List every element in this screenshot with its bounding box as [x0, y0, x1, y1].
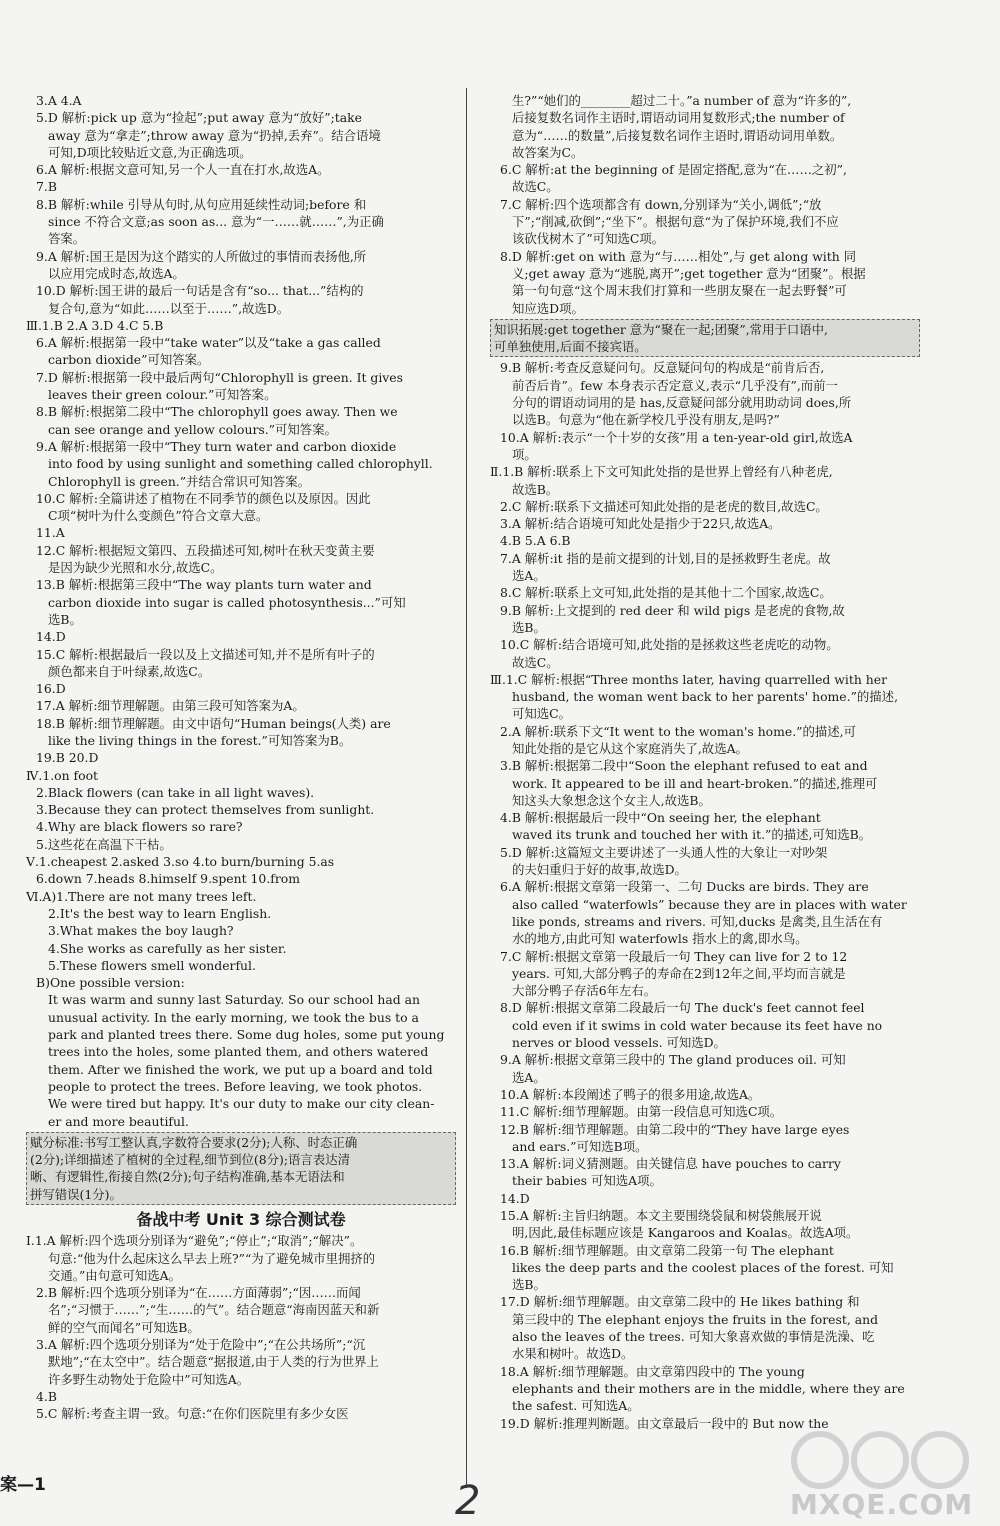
- answer-line: into food by using sunlight and something called chlorophyll.: [48, 456, 433, 472]
- column-divider: [466, 88, 467, 1488]
- answer-line: 9.B 解析:上文提到的 red deer 和 wild pigs 是老虎的食物,故: [500, 602, 845, 618]
- answer-line: elephants and their mothers are in the middle, where they are: [512, 1380, 905, 1396]
- answer-line: 11.A: [36, 525, 65, 541]
- answer-line: can see orange and yellow colours.”可知答案。: [48, 421, 337, 437]
- handwritten-page-number: 2: [455, 1478, 481, 1524]
- answer-line: Ⅲ.1.C 解析:根据“Three months later, having quarrelled with her: [490, 671, 888, 687]
- answer-line: 故选C。: [512, 179, 559, 195]
- answer-line: 可知,D项比较贴近文意,为正确选项。: [48, 144, 252, 160]
- answer-line: carbon dioxide into sugar is called photosynthesis...”可知: [48, 594, 406, 610]
- answer-line: er and more beautiful.: [48, 1113, 189, 1129]
- answer-line: 10.C 解析:结合语境可知,此处指的是拯救这些老虎吃的动物。: [500, 637, 839, 653]
- answer-line: 6.A 解析:根据文章第一段第一、二句 Ducks are birds. They are: [500, 879, 869, 895]
- answer-line: 11.C 解析:细节理解题。由第一段信息可知选C项。: [500, 1104, 783, 1120]
- answer-line: 句意:“他为什么起床这么早去上班?”“为了避免城市里拥挤的: [48, 1250, 376, 1266]
- answer-line: 10.D 解析:国王讲的最后一句话是含有“so... that...”结构的: [36, 283, 364, 299]
- answer-line: Ⅱ.1.B 解析:联系上下文可知此处指的是世界上曾经有八种老虎,: [490, 464, 833, 480]
- answer-line: also called “waterfowls” because they are in places with water: [512, 896, 907, 912]
- answer-line: like the living things in the forest.”可知答案为B。: [48, 732, 352, 748]
- answer-line: 8.B 解析:while 引导从句时,从句应用延续性动词;before 和: [36, 196, 367, 212]
- answer-line: 4.Why are black flowers so rare?: [36, 819, 243, 835]
- answer-line: 10.A 解析:表示“一个十岁的女孩”用 a ten-year-old girl,故选A: [500, 429, 853, 445]
- answer-line: 5.These flowers smell wonderful.: [48, 957, 256, 973]
- answer-line: husband, the woman went back to her parents' home.”的描述,: [512, 689, 899, 705]
- answer-line: 12.C 解析:根据短文第四、五段描述可知,树叶在秋天变黄主要: [36, 542, 375, 558]
- answer-line: cold even if it swims in cold water because its feet have no: [512, 1017, 883, 1033]
- answer-line: nerves or blood vessels. 可知选D。: [512, 1035, 726, 1051]
- answer-line: 7.B: [36, 179, 57, 195]
- answer-line: We were tired but happy. It's our duty to make our city clean-: [48, 1096, 435, 1112]
- scoring-line: (2分);详细描述了植树的全过程,细节到位(8分);语言表达清: [30, 1152, 350, 1168]
- answer-line: 前否后肯”。few 本身表示否定意义,表示“几乎没有”,而前一: [512, 377, 838, 393]
- right-lines-after: [490, 359, 920, 1431]
- answer-line: Ⅲ.1.B 2.A 3.D 4.C 5.B: [26, 317, 164, 333]
- answer-line: 4.B 5.A 6.B: [500, 533, 571, 549]
- answer-line: 19.B 20.D: [36, 750, 99, 766]
- answer-line: 4.B 解析:根据最后一段中“On seeing her, the elephant: [500, 810, 821, 826]
- answer-line: 颜色都来自于叶绿素,故选C。: [48, 663, 211, 679]
- answer-line: work. It appeared to be ill and heart-broken.”的描述,推理可: [512, 775, 878, 791]
- answer-line: 3.What makes the boy laugh?: [48, 923, 234, 939]
- answer-line: 5.这些花在高温下干枯。: [36, 836, 172, 852]
- answer-line: 2.It's the best way to learn English.: [48, 905, 272, 921]
- scoring-line: 赋分标准:书写工整认真,字数符合要求(2分);人称、时态正确: [30, 1134, 358, 1150]
- answer-line: 2.Black flowers (can take in all light waves).: [36, 784, 315, 800]
- answer-line: 10.A 解析:本段阐述了鸭子的很多用途,故选A。: [500, 1086, 761, 1102]
- answer-line: them. After we finished the work, we put up a board and told: [48, 1061, 433, 1077]
- answer-line: 8.C 解析:联系上文可知,此处指的是其他十二个国家,故选C。: [500, 585, 832, 601]
- answer-line: 分句的谓语动词用的是 has,反意疑问部分就用助动词 does,所: [512, 395, 852, 411]
- answer-line: 16.B 解析:细节理解题。由文章第二段第一句 The elephant: [500, 1242, 834, 1258]
- answer-line: also the leaves of the trees. 可知大象喜欢做的事情是洗澡、吃: [512, 1329, 875, 1345]
- answer-line: Ⅴ.1.cheapest 2.asked 3.so 4.to burn/burning 5.as: [26, 854, 335, 870]
- right-column: [490, 92, 920, 1432]
- answer-line: 知此处指的是它从这个家庭消失了,故选A。: [512, 740, 748, 756]
- answer-line: 第一句句意“这个周末我们打算和一些朋友聚在一起去野餐”可: [512, 283, 847, 299]
- answer-line: 14.D: [36, 629, 66, 645]
- answer-line: 9.A 解析:根据文章第三段中的 The gland produces oil. 可知: [500, 1052, 846, 1068]
- answer-line: like ponds, streams and rivers. 可知,ducks 是禽类,且生活在有: [512, 913, 883, 929]
- answer-line: 6.A 解析:根据第一段中“take water”以及“take a gas called: [36, 335, 381, 351]
- answer-line: 故选C。: [512, 654, 559, 670]
- answer-line: 17.A 解析:细节理解题。由第三段可知答案为A。: [36, 698, 305, 714]
- answer-line: 2.A 解析:联系下文“It went to the woman's home.”的描述,可: [500, 723, 857, 739]
- answer-line: 知这头大象想念这个女主人,故选B。: [512, 792, 711, 808]
- answer-line: 以应用完成时态,故选A。: [48, 265, 185, 281]
- answer-line: 故选B。: [512, 481, 559, 497]
- answer-line: 7.A 解析:it 指的是前文提到的计划,目的是拯救野生老虎。故: [500, 550, 831, 566]
- answer-line: 第三段中的 The elephant enjoys the fruits in the forest, and: [512, 1311, 879, 1327]
- answer-line: 3.A 解析:四个选项分别译为“处于危险中”;“在公共场所”;“沉: [36, 1337, 366, 1353]
- answer-line: years. 可知,大部分鸭子的寿命在2到12年之间,平均而言就是: [512, 965, 846, 981]
- answer-line: trees into the holes, some planted them, and others watered: [48, 1044, 429, 1060]
- answer-line: 8.D 解析:get on with 意为“与……相处”,与 get along with 同: [500, 248, 857, 264]
- answer-line: 3.A 解析:结合语境可知此处是指少于22只,故选A。: [500, 516, 781, 532]
- answer-line: 鲜的空气而闻名”可知选B。: [48, 1319, 200, 1335]
- watermark-text: MXQE.COM: [790, 1488, 974, 1521]
- answer-line: and ears.”可知选B项。: [512, 1138, 648, 1154]
- answer-line: 选A。: [512, 568, 546, 584]
- answer-line: 15.A 解析:主旨归纳题。本文主要围绕袋鼠和树袋熊展开说: [500, 1208, 822, 1223]
- answer-line: carbon dioxide”可知答案。: [48, 352, 210, 368]
- answer-line: 项。: [512, 446, 537, 462]
- answer-line: 可知选C。: [512, 706, 572, 722]
- answer-line: 下”;“削减,砍倒”;“坐下”。根据句意“为了保护环境,我们不应: [512, 214, 839, 230]
- answer-line: 许多野生动物处于危险中”可知选A。: [48, 1371, 250, 1387]
- answer-line: 答案。: [48, 231, 86, 247]
- answer-line: 10.C 解析:全篇讲述了植物在不同季节的颜色以及原因。因此: [36, 490, 371, 506]
- answer-line: since 不符合文意;as soon as... 意为“一……就……”,为正确: [48, 214, 384, 230]
- answer-line: 以选B。句意为“他在新学校几乎没有朋友,是吗?”: [512, 412, 780, 428]
- extension-line: 知识拓展:get together 意为“聚在一起;团聚”,常用于口语中,: [494, 321, 828, 337]
- left-column: [26, 92, 456, 1423]
- answer-line: 该砍伐树木了”可知选C项。: [512, 231, 665, 247]
- answer-line: 明,因此,最佳标题应该是 Kangaroos and Koalas。故选A项。: [512, 1225, 859, 1241]
- answer-line: 7.C 解析:四个选项都含有 down,分别译为“关小,调低”;“放: [500, 196, 822, 212]
- scoring-criteria-box: [26, 1132, 456, 1205]
- left-lines: [26, 92, 456, 1130]
- answer-line: Ⅵ.A)1.There are not many trees left.: [26, 888, 257, 904]
- answer-line: B)One possible version:: [36, 975, 185, 991]
- answer-line: 5.C 解析:考查主谓一致。句意:“在你们医院里有多少女医: [36, 1406, 349, 1422]
- answer-line: 名”;“习惯于……”;“生……的气”。结合题意“海南因蓝天和新: [48, 1302, 380, 1318]
- answer-line: 13.B 解析:根据第三段中“The way plants turn water and: [36, 577, 372, 593]
- answer-line: 交通。”由句意可知选A。: [48, 1267, 181, 1283]
- answer-line: 水的地方,由此可知 waterfowls 指水上的禽,即水鸟。: [512, 931, 808, 947]
- answer-line: their babies 可知选A项。: [512, 1173, 662, 1189]
- answer-line: 6.down 7.heads 8.himself 9.spent 10.from: [36, 871, 300, 887]
- answer-line: 16.D: [36, 681, 66, 697]
- answer-line: park and planted trees there. Some dug holes, some put young: [48, 1027, 445, 1043]
- answer-line: the safest. 可知选A。: [512, 1398, 640, 1414]
- answer-line: 7.C 解析:根据文章第一段最后一句 They can live for 2 to 12: [500, 948, 848, 964]
- answer-line: 4.B: [36, 1388, 57, 1404]
- answer-line: likes the deep parts and the coolest places of the forest. 可知: [512, 1259, 894, 1275]
- answer-line: 后接复数名词作主语时,谓语动词用复数形式;the number of: [512, 110, 845, 126]
- answer-line: 复合句,意为“如此……以至于……”,故选D。: [48, 300, 290, 316]
- knowledge-extension-box: [490, 319, 920, 358]
- answer-line: It was warm and sunny last Saturday. So our school had an: [48, 992, 421, 1008]
- answer-line: 3.Because they can protect themselves from sunlight.: [36, 802, 375, 818]
- page-label: 案—1: [0, 1475, 46, 1495]
- answer-line: Ⅰ.1.A 解析:四个选项分别译为“避免”;“停止”;“取消”;“解决”。: [26, 1233, 363, 1249]
- answer-line: 默地”;“在太空中”。结合题意“据报道,由于人类的行为世界上: [48, 1354, 379, 1370]
- answer-line: 的夫妇重归于好的故事,故选D。: [512, 862, 687, 878]
- answer-line: 8.D 解析:根据文章第二段最后一句 The duck's feet cannot feel: [500, 1000, 865, 1016]
- answer-line: 9.A 解析:国王是因为这个踏实的人所做过的事情而表扬他,所: [36, 248, 367, 264]
- answer-line: 意为“……的数量”,后接复数名词作主语时,谓语动词用单数。: [512, 127, 843, 143]
- answer-line: 13.A 解析:词义猜测题。由关键信息 have pouches to carry: [500, 1156, 841, 1172]
- answer-line: 9.B 解析:考查反意疑问句。反意疑问句的构成是“前肯后否,: [500, 360, 825, 376]
- scoring-line: 拼写错误(1分)。: [30, 1186, 122, 1202]
- answer-line: 18.B 解析:细节理解题。由文中语句“Human beings(人类) are: [36, 715, 391, 731]
- answer-line: 故答案为C。: [512, 144, 584, 160]
- answer-line: 大部分鸭子存活6年左右。: [512, 983, 657, 999]
- answer-line: 选B。: [512, 619, 546, 635]
- answer-line: 义;get away 意为“逃脱,离开”;get together 意为“团聚”。根据: [512, 265, 866, 281]
- answer-line: leaves their green colour.”可知答案。: [48, 387, 277, 403]
- answer-line: 2.C 解析:联系下文描述可知此处指的是老虎的数目,故选C。: [500, 498, 828, 514]
- answer-line: 18.A 解析:细节理解题。由文章第四段中的 The young: [500, 1363, 805, 1379]
- answer-line: 是因为缺少光照和水分,故选C。: [48, 560, 223, 576]
- answer-line: 选A。: [512, 1069, 546, 1085]
- right-lines: [490, 92, 920, 317]
- answer-line: unusual activity. In the early morning, we took the bus to a: [48, 1009, 419, 1025]
- answer-line: 5.D 解析:pick up 意为“捡起”;put away 意为“放好”;take: [36, 110, 362, 126]
- answer-line: 12.B 解析:细节理解题。由第二段中的“They have large eyes: [500, 1121, 850, 1137]
- answer-line: waved its trunk and touched her with it.”的描述,可知选B。: [512, 827, 872, 843]
- answer-line: 15.C 解析:根据最后一段以及上文描述可知,并不是所有叶子的: [36, 646, 375, 662]
- scoring-line: 晰、有逻辑性,衔接自然(2分);句子结构准确,基本无语法和: [30, 1169, 345, 1185]
- answer-line: 19.D 解析:推理判断题。由文章最后一段中的 But now the: [500, 1415, 829, 1431]
- answer-line: 14.D: [500, 1190, 530, 1206]
- answer-line: 17.D 解析:细节理解题。由文章第二段中的 He likes bathing 和: [500, 1294, 860, 1310]
- left-lines-after: [26, 1232, 456, 1422]
- answer-line: 9.A 解析:根据第一段中“They turn water and carbon dioxide: [36, 438, 397, 454]
- answer-line: Ⅳ.1.on foot: [26, 767, 99, 783]
- answer-line: 8.B 解析:根据第二段中“The chlorophyll goes away. Then we: [36, 404, 398, 420]
- answer-line: 3.B 解析:根据第二段中“Soon the elephant refused to eat and: [500, 758, 868, 774]
- answer-line: C项“树叶为什么变颜色”符合文章大意。: [48, 508, 269, 524]
- answer-line: Chlorophyll is green.”并结合常识可知答案。: [48, 473, 310, 489]
- answer-line: people to protect the trees. Before leaving, we took photos.: [48, 1078, 423, 1094]
- answer-line: 4.She works as carefully as her sister.: [48, 940, 287, 956]
- answer-line: 6.A 解析:根据文意可知,另一个人一直在打水,故选A。: [36, 162, 330, 178]
- answer-line: 5.D 解析:这篇短文主要讲述了一头通人性的大象让一对吵架: [500, 844, 828, 860]
- answer-line: away 意为“拿走”;throw away 意为“扔掉,丢弃”。结合语境: [48, 127, 381, 143]
- answer-line: 水果和树叶。故选D。: [512, 1346, 634, 1362]
- answer-line: 3.A 4.A: [36, 93, 82, 108]
- answer-line: 2.B 解析:四个选项分别译为“在……方面薄弱”;“因……而闻: [36, 1285, 361, 1301]
- answer-line: 选B。: [48, 611, 82, 627]
- answer-line: 生?”“她们的________超过二十。”a number of 意为“许多的”,: [512, 93, 852, 108]
- answer-line: 知应选D项。: [512, 300, 584, 316]
- section-heading: 备战中考 Unit 3 综合测试卷: [136, 1210, 346, 1229]
- answer-line: 选B。: [512, 1277, 546, 1293]
- answer-line: 7.D 解析:根据第一段中最后两句“Chlorophyll is green. It gives: [36, 369, 403, 385]
- extension-line: 可单独使用,后面不接宾语。: [494, 339, 647, 355]
- answer-line: 6.C 解析:at the beginning of 是固定搭配,意为“在……之初”,: [500, 162, 847, 178]
